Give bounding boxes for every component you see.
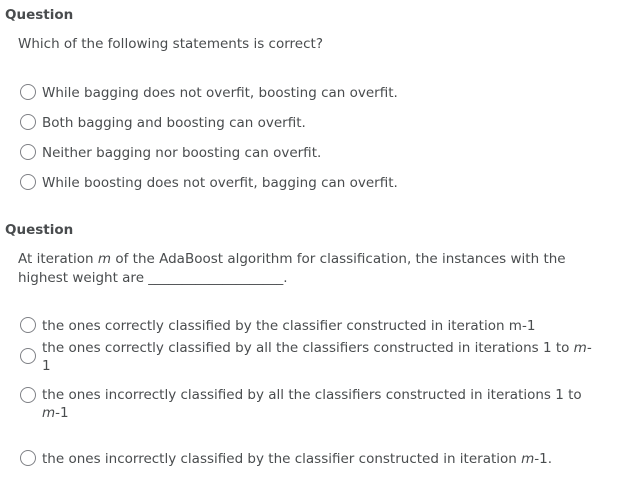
option-text: -1	[55, 405, 69, 421]
option-text: the ones incorrectly classified by the classifier constructed in iteration	[42, 451, 522, 467]
radio-button[interactable]	[20, 348, 36, 364]
radio-button[interactable]	[20, 114, 36, 130]
option-label: Both bagging and boosting can overfit.	[42, 115, 306, 131]
q2-option-3[interactable]	[20, 386, 587, 422]
option-variable-m: m-	[573, 340, 592, 356]
option-label	[42, 386, 587, 422]
prompt-text: At iteration	[18, 251, 98, 267]
question-1-prompt: Which of the following statements is correct?	[18, 36, 323, 52]
question-2-prompt	[18, 250, 588, 288]
radio-button[interactable]	[20, 144, 36, 160]
option-label	[42, 339, 594, 375]
q1-option-2[interactable]	[20, 114, 306, 132]
option-label: While boosting does not overfit, bagging can overfit.	[42, 175, 398, 191]
question-1-heading: Question	[5, 7, 74, 23]
option-label	[42, 450, 552, 468]
option-label: While bagging does not overfit, boosting can overfit.	[42, 85, 398, 101]
prompt-text: of the AdaBoost algorithm for classification, the instances with the highest weight are ____________________.	[18, 251, 566, 286]
radio-button[interactable]	[20, 84, 36, 100]
question-2-heading: Question	[5, 222, 74, 238]
radio-button[interactable]	[20, 317, 36, 333]
q2-option-2[interactable]	[20, 339, 594, 375]
q1-option-1[interactable]	[20, 84, 398, 102]
q2-option-1[interactable]	[20, 317, 535, 335]
option-text: the ones incorrectly classified by all the classifiers constructed in iterations 1 to	[42, 387, 582, 403]
radio-button[interactable]	[20, 450, 36, 466]
q1-option-3[interactable]	[20, 144, 321, 162]
option-text: the ones correctly classified by all the classifiers constructed in iterations 1 to	[42, 340, 574, 356]
option-label: the ones correctly classified by the classifier constructed in iteration m-1	[42, 318, 536, 334]
option-text: -1.	[534, 451, 553, 467]
option-variable-m: m	[42, 405, 56, 421]
q2-option-4[interactable]	[20, 450, 552, 468]
option-text: 1	[42, 358, 51, 374]
q1-option-4[interactable]	[20, 174, 398, 192]
option-label: Neither bagging nor boosting can overfit.	[42, 145, 322, 161]
option-variable-m: m	[521, 451, 535, 467]
radio-button[interactable]	[20, 387, 36, 403]
radio-button[interactable]	[20, 174, 36, 190]
prompt-variable-m: m	[97, 251, 112, 267]
